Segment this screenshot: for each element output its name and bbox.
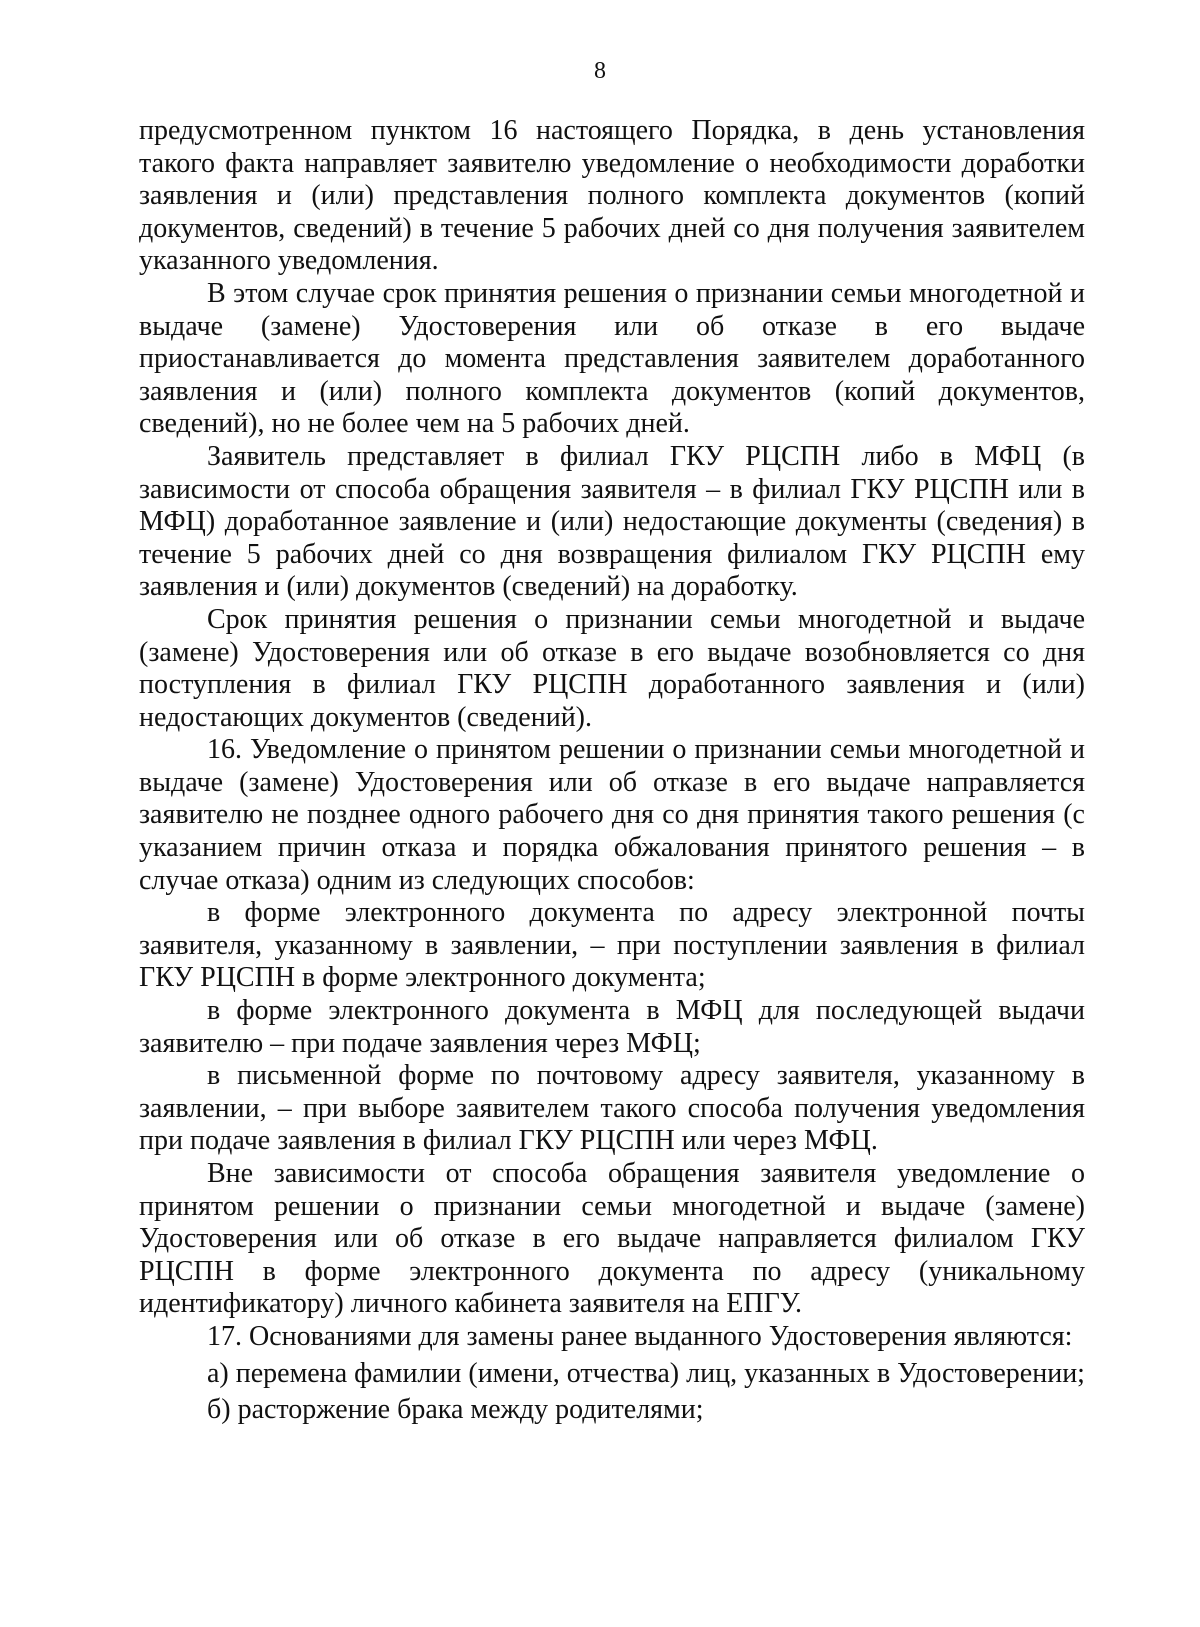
paragraph-epgu-notice: Вне зависимости от способа обращения заявителя уведомление о принятом решении о признании семьи многодетной и выдаче (замене) Удостоверения или об отказе в его выдаче направляется филиалом ГКУ РЦСПН в форме электронного документа по адресу (уникальному идентификатору) личного кабинета заявителя на ЕПГУ. — [139, 1158, 1085, 1320]
paragraph-item-17b: б) расторжение брака между родителями; — [207, 1394, 704, 1426]
paragraph-method-mfc: в форме электронного документа в МФЦ для последующей выдачи заявителю – при подаче заявления через МФЦ; — [139, 995, 1085, 1059]
paragraph-continuation: предусмотренном пунктом 16 настоящего Порядка, в день установления такого факта направляет заявителю уведомление о необходимости доработки заявления и (или) представления полного комплекта документов (копий документов, сведений) в течение 5 рабочих дней со дня получения заявителем указанного уведомления. — [139, 115, 1085, 277]
paragraph-term-resumption: Срок принятия решения о признании семьи многодетной и выдаче (замене) Удостоверения или об отказе в его выдаче возобновляется со дня поступления в филиал ГКУ РЦСПН доработанного заявления и (или) недостающих документов (сведений). — [139, 603, 1085, 733]
paragraph-item-17: 17. Основаниями для замены ранее выданного Удостоверения являются: — [207, 1320, 1073, 1352]
paragraph-suspension: В этом случае срок принятия решения о признании семьи многодетной и выдаче (замене) Удостоверения или об отказе в его выдаче приостанавливается до момента представления заявителем доработанного заявления и (или) полного комплекта документов (копий документов, сведений), но не более чем на 5 рабочих дней. — [139, 277, 1085, 440]
paragraph-method-post: в письменной форме по почтовому адресу заявителя, указанному в заявлении, – при выборе заявителем такого способа получения уведомления при подаче заявления в филиал ГКУ РЦСПН или через МФЦ. — [139, 1060, 1085, 1157]
paragraph-method-email: в форме электронного документа по адресу электронной почты заявителя, указанному в заявлении, – при поступлении заявления в филиал ГКУ РЦСПН в форме электронного документа; — [139, 897, 1085, 994]
paragraph-item-17a: а) перемена фамилии (имени, отчества) лиц, указанных в Удостоверении; — [207, 1357, 1085, 1389]
page-number: 8 — [594, 58, 606, 84]
document-body — [139, 115, 1085, 1427]
paragraph-item-16: 16. Уведомление о принятом решении о признании семьи многодетной и выдаче (замене) Удостоверения или об отказе в его выдаче направляется заявителю не позднее одного рабочего дня со дня принятия такого решения (с указанием причин отказа и порядка обжалования принятого решения – в случае отказа) одним из следующих способов: — [139, 734, 1085, 896]
paragraph-applicant-submission: Заявитель представляет в филиал ГКУ РЦСПН либо в МФЦ (в зависимости от способа обращения заявителя – в филиал ГКУ РЦСПН или в МФЦ) доработанное заявление и (или) недостающие документы (сведения) в течение 5 рабочих дней со дня возвращения филиалом ГКУ РЦСПН ему заявления и (или) документов (сведений) на доработку. — [139, 440, 1085, 603]
